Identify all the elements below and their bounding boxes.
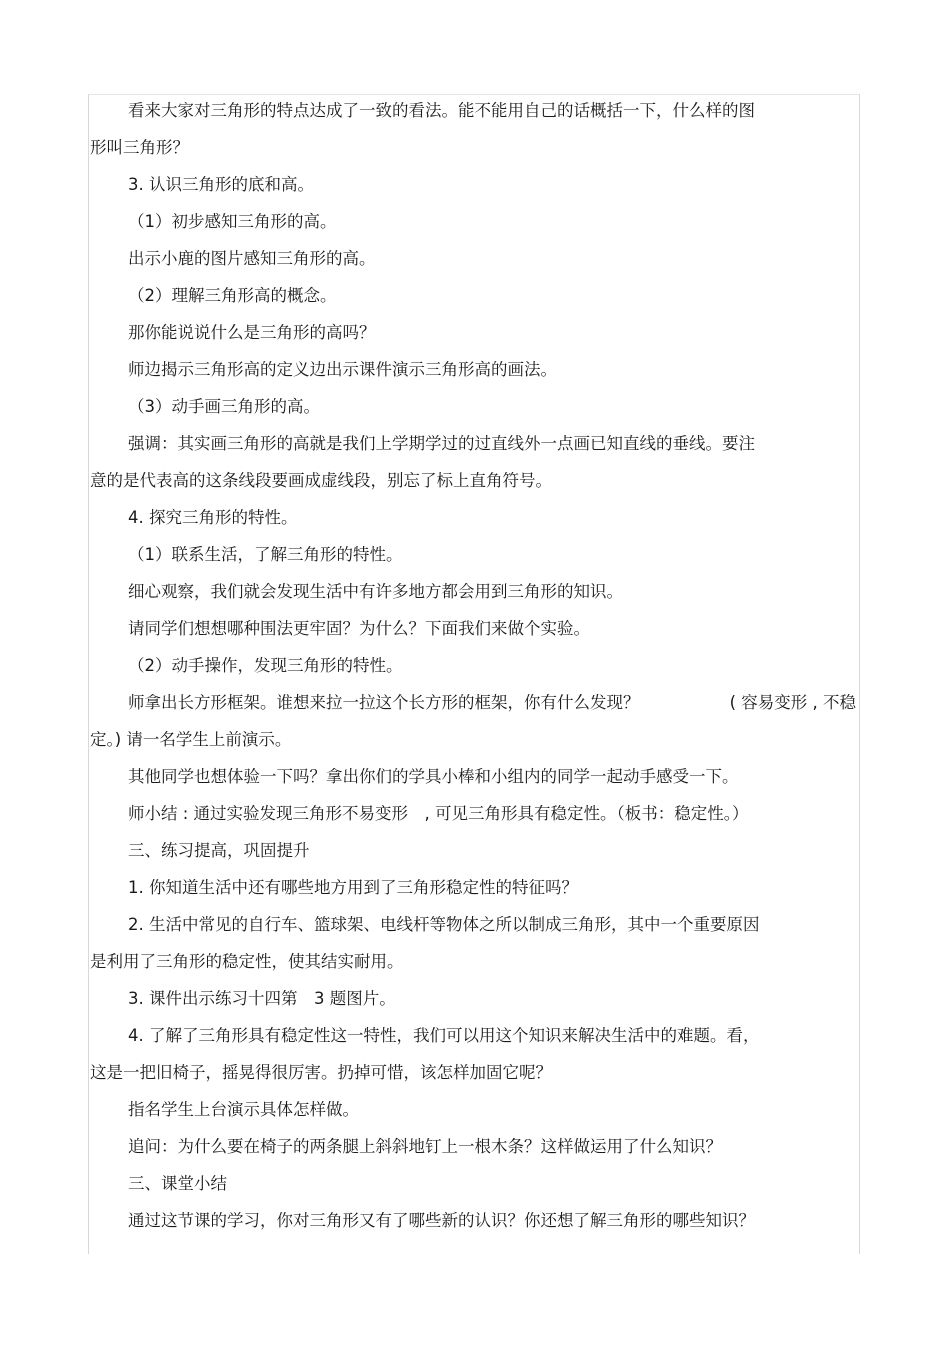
paragraph-line: 1. 你知道生活中还有哪些地方用到了三角形稳定性的特征吗？ — [128, 878, 578, 897]
paragraph-line: 强调：其实画三角形的高就是我们上学期学过的过直线外一点画已知直线的垂线。要注 — [128, 434, 755, 453]
paragraph-line: 细心观察，我们就会发现生活中有许多地方都会用到三角形的知识。 — [128, 582, 623, 601]
sub-heading: （3）动手画三角形的高。 — [128, 397, 320, 416]
section-heading: 三、练习提高，巩固提升 — [128, 841, 310, 860]
paragraph-line: 指名学生上台演示具体怎样做。 — [128, 1100, 359, 1119]
line-segment: ( 容易变形 , 不稳 — [729, 693, 856, 712]
paragraph-line: 4. 了解了三角形具有稳定性这一特性，我们可以用这个知识来解决生活中的难题。看， — [128, 1026, 760, 1045]
paragraph-line: 通过这节课的学习，你对三角形又有了哪些新的认识？你还想了解三角形的哪些知识？ — [128, 1211, 755, 1230]
paragraph-line: 师边揭示三角形高的定义边出示课件演示三角形高的画法。 — [128, 360, 557, 379]
paragraph-line: 那你能说说什么是三角形的高吗？ — [128, 323, 376, 342]
section-heading: 3. 认识三角形的底和高。 — [128, 175, 314, 194]
sub-heading: （2）理解三角形高的概念。 — [128, 286, 337, 305]
paragraph-line: 是利用了三角形的稳定性，使其结实耐用。 — [90, 952, 404, 971]
sub-heading: （1）联系生活，了解三角形的特性。 — [128, 545, 403, 564]
paragraph-line: 师小结 : 通过实验发现三角形不易变形 , 可见三角形具有稳定性。（板书：稳定性。） — [128, 804, 749, 823]
paragraph-line — [90, 684, 856, 721]
paragraph-line: 3. 课件出示练习十四第 3 题图片。 — [128, 989, 396, 1008]
sub-heading: （2）动手操作，发现三角形的特性。 — [128, 656, 403, 675]
line-segment: 师拿出长方形框架。谁想来拉一拉这个长方形的框架，你有什么发现？ — [128, 693, 640, 712]
section-heading: 4. 探究三角形的特性。 — [128, 508, 298, 527]
paragraph-line: 看来大家对三角形的特点达成了一致的看法。能不能用自己的话概括一下，什么样的图 — [128, 101, 755, 120]
paragraph-line: 其他同学也想体验一下吗？拿出你们的学具小棒和小组内的同学一起动手感受一下。 — [128, 767, 739, 786]
document-body — [90, 92, 860, 1239]
paragraph-line: 出示小鹿的图片感知三角形的高。 — [128, 249, 376, 268]
section-heading: 三、课堂小结 — [128, 1174, 227, 1193]
paragraph-line: 请同学们想想哪种围法更牢固？为什么？下面我们来做个实验。 — [128, 619, 590, 638]
paragraph-line: 追问：为什么要在椅子的两条腿上斜斜地钉上一根木条？这样做运用了什么知识？ — [128, 1137, 722, 1156]
paragraph-line: 意的是代表高的这条线段要画成虚线段，别忘了标上直角符号。 — [90, 471, 552, 490]
paragraph-line: 这是一把旧椅子，摇晃得很厉害。扔掉可惜，该怎样加固它呢？ — [90, 1063, 552, 1082]
paragraph-line: 形叫三角形？ — [90, 138, 189, 157]
sub-heading: （1）初步感知三角形的高。 — [128, 212, 337, 231]
paragraph-line: 定。) 请一名学生上前演示。 — [90, 730, 292, 749]
paragraph-line: 2. 生活中常见的自行车、篮球架、电线杆等物体之所以制成三角形，其中一个重要原因 — [128, 915, 760, 934]
